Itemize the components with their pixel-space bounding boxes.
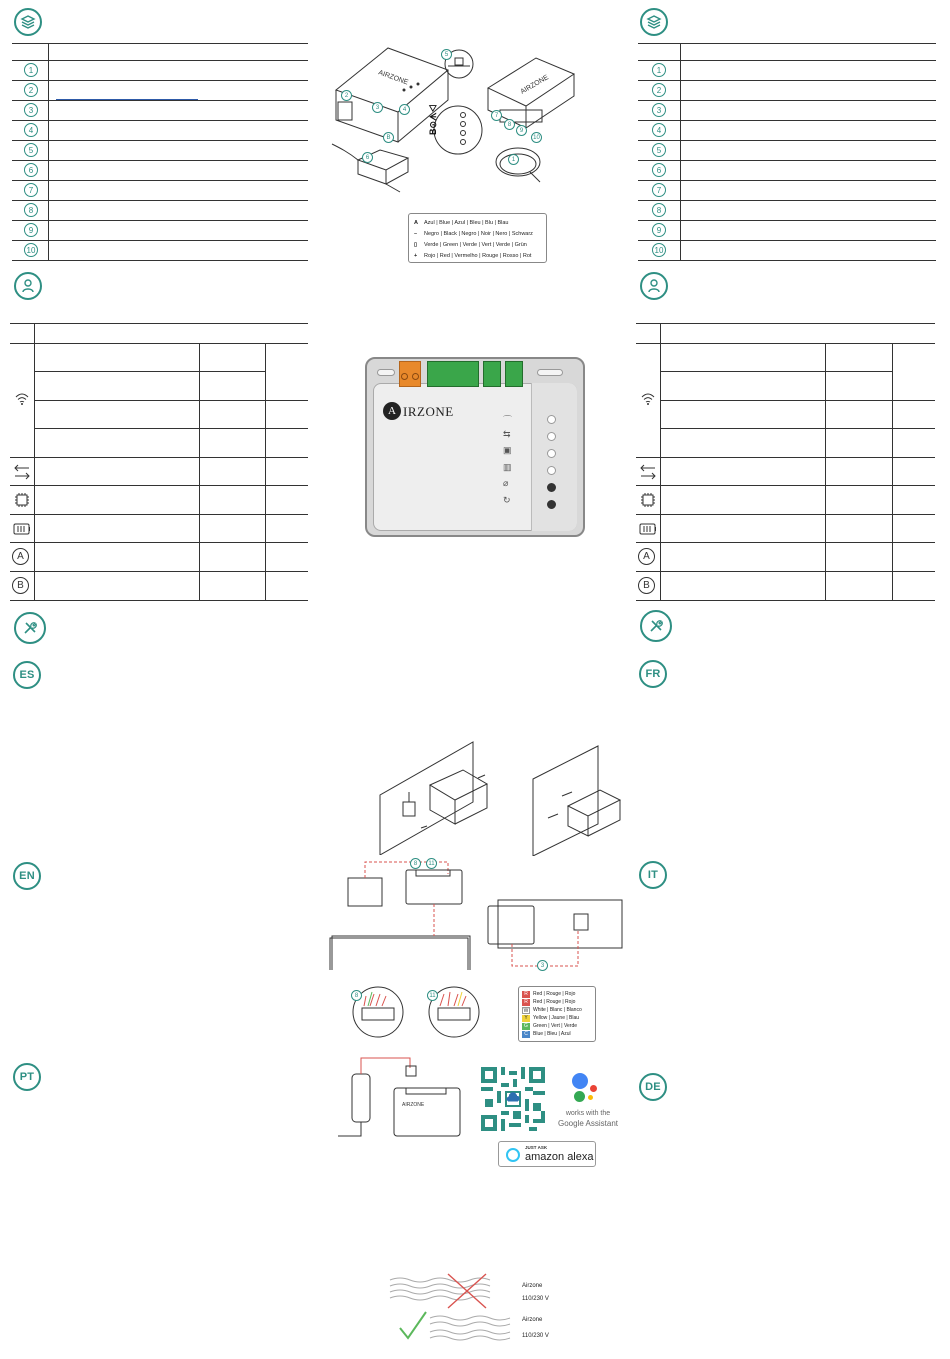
wall-mount-drawing-2 — [528, 744, 628, 856]
status-b-icon: B — [638, 577, 655, 594]
cable-legend — [408, 213, 547, 263]
cable-label-airzone-2: Airzone — [522, 1317, 543, 1323]
closeup-number: 11 — [427, 990, 438, 1001]
device-front-view: A IRZONE ⌒ ⇆ ▣ ▥ ⌀ ↻ — [365, 357, 585, 537]
wiring-number: 11 — [426, 858, 437, 869]
row-number: 7 — [24, 183, 38, 197]
alexa-main-text: amazon alexa — [525, 1151, 594, 1163]
link-underline — [56, 99, 198, 100]
wifi-icon — [640, 391, 656, 407]
battery-icon — [13, 522, 31, 536]
led-table-left — [10, 323, 308, 601]
row-number: 9 — [24, 223, 38, 237]
row-number: 2 — [652, 83, 666, 97]
status-b-icon: B — [12, 577, 29, 594]
row-number: 8 — [24, 203, 38, 217]
user-settings-icon — [14, 272, 42, 300]
lang-en-icon: EN — [13, 862, 41, 890]
legend-row: – Negro | Black | Negro | Noir | Nero | Schwarz — [414, 230, 533, 237]
svg-text:AIRZONE: AIRZONE — [377, 69, 409, 87]
svg-text:B⊙ᗑ◁: B⊙ᗑ◁ — [428, 104, 438, 135]
wall-mount-drawing-1 — [375, 740, 495, 855]
wiring-diagram — [328, 858, 628, 970]
lang-de-icon: DE — [639, 1073, 667, 1101]
chip-icon — [640, 492, 656, 508]
wire-color-legend: R Red | Rouge | Rojo R Red | Rouge | Rojo W White | Blanc | Blanco Y Yellow | Jaune | Blau G Green | Vert | Verde C Blue | Bleu | Azul — [518, 986, 596, 1042]
tools-icon — [640, 610, 672, 642]
lang-it-icon: IT — [639, 861, 667, 889]
lang-pt-icon: PT — [13, 1063, 41, 1091]
legend-row: A Azul | Blue | Azul | Bleu | Blu | Blau — [414, 219, 509, 226]
cable-separation-drawing — [386, 1272, 522, 1346]
led-battery — [547, 466, 556, 475]
components-table-left — [12, 43, 308, 263]
user-settings-icon — [640, 272, 668, 300]
row-number: 4 — [24, 123, 38, 137]
row-number: 1 — [652, 63, 666, 77]
cable-label-voltage-2: 110/230 V — [522, 1333, 549, 1339]
wiring-number: 8 — [410, 858, 421, 869]
device-exploded-drawing — [318, 40, 578, 210]
components-table-right — [638, 43, 936, 263]
layers-icon — [640, 8, 668, 36]
svg-text:AIRZONE: AIRZONE — [402, 1102, 425, 1108]
google-assistant-line2: Google Assistant — [557, 1119, 619, 1128]
battery-icon — [639, 522, 657, 536]
row-number: 5 — [652, 143, 666, 157]
terminal-block-green-3 — [505, 361, 523, 387]
status-a-icon: A — [12, 548, 29, 565]
airzone-logo-mark: A — [383, 402, 401, 420]
row-number: 8 — [652, 203, 666, 217]
row-number: 1 — [24, 63, 38, 77]
led-table-right — [636, 323, 935, 601]
row-number: 10 — [24, 243, 38, 257]
led-comm — [547, 432, 556, 441]
row-number: 4 — [652, 123, 666, 137]
qr-code-image — [481, 1067, 545, 1131]
svg-text:AIRZONE: AIRZONE — [519, 74, 550, 96]
power-wiring-drawing — [336, 1052, 466, 1142]
led-wifi — [547, 415, 556, 424]
row-number: 9 — [652, 223, 666, 237]
row-number: 3 — [652, 103, 666, 117]
legend-row: + Rojo | Red | Vermelho | Rouge | Rosso | Rot — [414, 252, 532, 259]
row-number: 6 — [24, 163, 38, 177]
status-a-icon: A — [638, 548, 655, 565]
lang-es-icon: ES — [13, 661, 41, 689]
closeup-number: 8 — [351, 990, 362, 1001]
airzone-logo-text: IRZONE — [403, 404, 454, 419]
cable-label-airzone-1: Airzone — [522, 1283, 543, 1289]
transfer-arrows-icon — [13, 463, 31, 481]
wiring-number: 3 — [537, 960, 548, 971]
row-number: 7 — [652, 183, 666, 197]
terminal-block-green-1 — [427, 361, 479, 387]
row-number: 6 — [652, 163, 666, 177]
cable-label-voltage-1: 110/230 V — [522, 1296, 549, 1302]
terminal-block-green-2 — [483, 361, 501, 387]
chip-icon — [14, 492, 30, 508]
transfer-arrows-icon — [639, 463, 657, 481]
google-assistant-line1: works with the — [565, 1110, 611, 1117]
led-b — [547, 500, 556, 509]
row-number: 2 — [24, 83, 38, 97]
led-a — [547, 483, 556, 492]
row-number: 3 — [24, 103, 38, 117]
led-chip — [547, 449, 556, 458]
tools-icon — [14, 612, 46, 644]
row-number: 5 — [24, 143, 38, 157]
row-number: 10 — [652, 243, 666, 257]
alexa-icon — [506, 1148, 520, 1162]
lang-fr-icon: FR — [639, 660, 667, 688]
google-assistant-logo — [568, 1071, 602, 1105]
amazon-alexa-badge — [498, 1141, 596, 1167]
layers-icon — [14, 8, 42, 36]
wifi-icon — [14, 391, 30, 407]
alexa-top-text: JUST ASK — [525, 1145, 548, 1150]
legend-row: ▯ Verde | Green | Verde | Vert | Verde | Grün — [414, 241, 527, 248]
